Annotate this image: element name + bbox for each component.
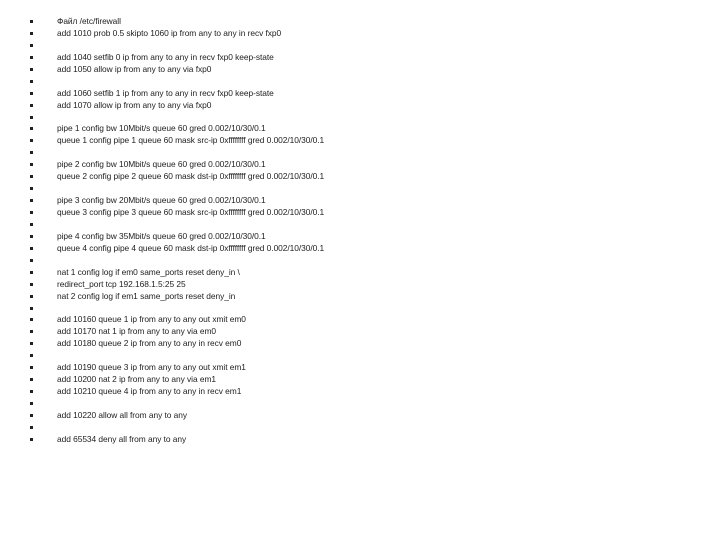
config-line-text: add 10170 nat 1 ip from any to any via em0 bbox=[57, 326, 216, 337]
config-line-text: pipe 2 config bw 10Mbit/s queue 60 gred 0.002/10/30/0.1 bbox=[57, 159, 266, 170]
config-line-text: add 10220 allow all from any to any bbox=[57, 409, 188, 420]
bullet-icon bbox=[30, 175, 33, 178]
bullet-icon bbox=[30, 426, 33, 429]
bullet-icon bbox=[30, 342, 33, 345]
bullet-icon bbox=[30, 104, 33, 107]
config-line-text: queue 2 config pipe 2 queue 60 mask dst-ip 0xffffffff gred 0.002/10/30/0.1 bbox=[57, 171, 325, 182]
config-line-text: add 1070 allow ip from any to any via fxp0 bbox=[57, 99, 212, 110]
bullet-icon bbox=[30, 92, 33, 95]
config-line-text: queue 1 config pipe 1 queue 60 mask src-ip 0xffffffff gred 0.002/10/30/0.1 bbox=[57, 135, 325, 146]
bullet-icon bbox=[30, 187, 33, 190]
bullet-icon bbox=[30, 20, 33, 23]
bullet-icon bbox=[30, 259, 33, 262]
config-line-text: add 1040 setfib 0 ip from any to any in recv fxp0 keep-state bbox=[57, 51, 274, 62]
bullet-icon bbox=[30, 283, 33, 286]
bullet-icon bbox=[30, 127, 33, 130]
config-line-text: pipe 3 config bw 20Mbit/s queue 60 gred 0.002/10/30/0.1 bbox=[57, 195, 266, 206]
bullet-icon bbox=[30, 271, 33, 274]
bullet-icon bbox=[30, 295, 33, 298]
bullet-icon bbox=[30, 199, 33, 202]
config-line-text: pipe 4 config bw 35Mbit/s queue 60 gred 0.002/10/30/0.1 bbox=[57, 230, 266, 241]
bullet-icon bbox=[30, 366, 33, 369]
config-line-text: Файл /etc/firewall bbox=[57, 16, 121, 26]
bullet-icon bbox=[30, 68, 33, 71]
config-line-text: add 10200 nat 2 ip from any to any via em1 bbox=[57, 374, 216, 385]
bullet-icon bbox=[30, 223, 33, 226]
config-line-text: add 65534 deny all from any to any bbox=[57, 433, 187, 444]
config-line-text: nat 1 config log if em0 same_ports reset deny_in \ bbox=[57, 266, 240, 277]
config-line-text: add 1060 setfib 1 ip from any to any in recv fxp0 keep-state bbox=[57, 87, 274, 98]
bullet-icon bbox=[30, 307, 33, 310]
config-line-text: add 1010 prob 0.5 skipto 1060 ip from any to any in recv fxp0 bbox=[57, 27, 282, 38]
config-line-text: add 1050 allow ip from any to any via fxp0 bbox=[57, 63, 212, 74]
config-line-text: redirect_port tcp 192.168.1.5:25 25 bbox=[57, 278, 186, 289]
config-line-text: add 10190 queue 3 ip from any to any out xmit em1 bbox=[57, 362, 246, 373]
bullet-icon bbox=[30, 354, 33, 357]
bullet-icon bbox=[30, 318, 33, 321]
config-line-text: queue 3 config pipe 3 queue 60 mask src-ip 0xffffffff gred 0.002/10/30/0.1 bbox=[57, 207, 325, 217]
bullet-icon bbox=[30, 80, 33, 83]
bullet-icon bbox=[30, 247, 33, 250]
config-line-text: queue 4 config pipe 4 queue 60 mask dst-ip 0xffffffff gred 0.002/10/30/0.1 bbox=[57, 242, 325, 253]
bullet-icon bbox=[30, 139, 33, 142]
bullet-icon bbox=[30, 330, 33, 333]
config-line-text: nat 2 config log if em1 same_ports reset deny_in bbox=[57, 290, 236, 301]
config-line-text: pipe 1 config bw 10Mbit/s queue 60 gred 0.002/10/30/0.1 bbox=[57, 123, 266, 134]
bullet-icon bbox=[30, 32, 33, 35]
bullet-icon bbox=[30, 414, 33, 417]
bullet-icon bbox=[30, 44, 33, 47]
bullet-icon bbox=[30, 378, 33, 381]
bullet-icon bbox=[30, 56, 33, 59]
bullet-icon bbox=[30, 235, 33, 238]
bullet-icon bbox=[30, 116, 33, 119]
bullet-icon bbox=[30, 438, 33, 441]
config-line-text: add 10160 queue 1 ip from any to any out xmit em0 bbox=[57, 314, 246, 325]
bullet-icon bbox=[30, 402, 33, 405]
bullet-icon bbox=[30, 151, 33, 154]
bullet-icon bbox=[30, 390, 33, 393]
config-line-text: add 10180 queue 2 ip from any to any in recv em0 bbox=[57, 338, 242, 349]
bullet-icon bbox=[30, 211, 33, 214]
config-line-text: add 10210 queue 4 ip from any to any in recv em1 bbox=[57, 386, 242, 397]
bullet-icon bbox=[30, 163, 33, 166]
